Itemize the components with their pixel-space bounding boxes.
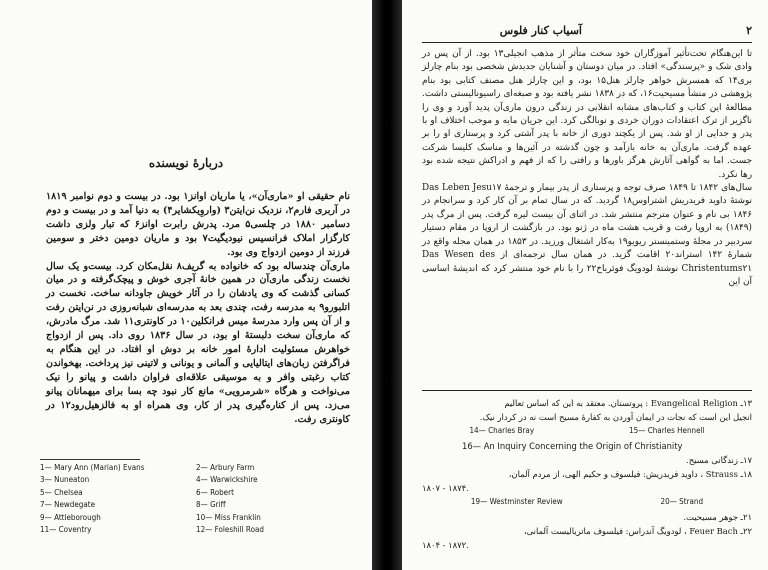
chapter-heading: دربارهٔ نویسنده [148, 156, 224, 170]
footnote-row: ۱۸۰۴ - ۱۸۷۲. [422, 540, 469, 551]
footnote: 6— Robert [196, 487, 234, 497]
footnote-row: انجیل این است که نجات در ایمان آوردن به کفارهٔ مسیح است نه در کردار نیک. [479, 412, 752, 423]
footnote-row: ۱۸ـ Strauss ، داوید فریدریش: فیلسوف و حکیم الهی، از مردم آلمان، [508, 469, 752, 480]
footnote-row: ۱۸۰۷ - ۱۸۷۴. [422, 483, 469, 494]
right-body-text [422, 48, 752, 289]
footnote: 12— Foleshill Road [196, 525, 264, 535]
footnote: 3— Nuneaton [40, 475, 90, 485]
footnote-row [422, 424, 752, 438]
footnote: 19— Westminster Review [470, 497, 563, 507]
footnote-row: ۲۲ـ Feuer Bach ، لودویگ آندراس: فیلسوف ماتریالیست آلمانی، [523, 525, 752, 536]
footnotes-column-2 [196, 462, 356, 536]
footnote: 14— Charles Bray [469, 426, 535, 436]
paragraph: سال‌های ۱۸۴۲ تا ۱۸۴۹ صرف توجه و پرستاری از پدر بیمار و ترجمهٔ Das Leben Jesu۱۷ نوشتهٔ داوید فریدریش اشتراوس۱۸ گردید. که در سال تمام بر آن کار کرد و سرانجام در ۱۸۴۶ بی نام و عنوان مترجم منتشر شد. در اثنای آن بیست لیره گرفت. پس از مرگ پدر (۱۸۴۹) به اروپا رفت و قریب هشت ماه در ژنو بود. در بازگشت از اروپا در مقام دستیار سردبیر در مجلهٔ وستمینستر ریویو۱۹ به‌کار اشتغال ورزید. در ۱۸۵۳ در همان مجله واقع در شمارهٔ ۱۴۲ استراند۲۰ اقامت گزید. در همان سال ترجمه‌ای از Das Wesen des Christentums۲۱ نوشتهٔ لودویگ فوئرباخ۲۲ را با نام خود منتشر کرد که اندیشهٔ اساسی آن این [422, 183, 753, 287]
footnote: 15— Charles Hennell [629, 426, 705, 436]
footnote: 4— Warwickshire [196, 475, 258, 485]
footnote-row: ۱۳ـ Evangelical Religion : پروتستان. معتقد به این که اساس تعالیم [504, 398, 752, 408]
footnote-divider [422, 390, 752, 391]
left-body-text [46, 190, 350, 426]
page-number: ۲ [746, 24, 752, 37]
paragraph: ماری‌آن چندساله بود که خانواده به گریف۸ نقل‌مکان کرد. بیست‌و یک سال نخست زندگی ماری‌آن در همین خانهٔ آجری خوش و پیچک‌گرفته و در میان کسانی گذشت که وی یادشان را در آثار خویش جاودانه ساخت. نخست در اتلبورو۹ به مدرسه رفت، چندی بعد به مدرسه‌ای شبانه‌روزی در نن‌ایتن رفت و از آن پس وارد مدرسهٔ میس فرانکلین۱۰ در کاونتری۱۱ شد. مرگ مادرش، که ماری‌آن سخت دلبستهٔ او بود، در سال ۱۸۳۶ روی داد. پس از ازدواج خواهرش مسئولیت ادارهٔ امور خانه بر دوش او افتاد. در این هنگام به فراگرفتن زبان‌های ایتالیایی و آلمانی و یونانی و لاتینی نیز پرداخت. بهخواندن کتاب رغبتی وافر و به موسیقی علاقه‌ای فراوان داشت و پیانو را نیک می‌نواخت و هرگاه «شرمرویی» مانع کار نبود چه بسا برای میهمانان پیانو می‌زد. پس از کناره‌گیری پدر از کار، وی همراه او به فالزهیل‌رود۱۲ در کاونتری رفت. [46, 260, 350, 425]
footnotes-column-1 [40, 462, 200, 536]
right-page [402, 0, 768, 570]
footnote: 7— Newdegate [40, 500, 95, 510]
footnote-row: ۲۱ـ جوهر مسیحیت. [683, 511, 752, 522]
footnote: 10— Miss Franklin [196, 512, 261, 522]
footnote-row: 16— An Inquiry Concerning the Origin of Christianity [462, 440, 683, 451]
footnote: 1— Mary Ann (Marian) Evans [40, 463, 145, 472]
footnote: 11— Coventry [40, 525, 92, 535]
paragraph: تا این‌هنگام تحت‌تأثیر آموزگاران خود سخت متأثر از مذهب انجیلی۱۳ بود. از آن پس در وادی شک و «پرسندگی» افتاد. در میان دوستان و آشنایان جدیدش شخصی بود بنام چارلز بری۱۴ که همسرش خواهر چارلز هنل۱۵ بود، و این چارلز هنل مصنف کتابی بود بنام پژوهشی در منشأ مسیحیت۱۶، که در ۱۸۳۸ نشر یافته بود و صبغه‌ای راسیونالیستی داشت. مطالعهٔ این کتاب و کتاب‌های مشابه انقلابی در زندگی درون ماری‌آن پدید آورد و وی را ناگزیر از ترک اعتقادات دوران خردی و نوبالگی کرد. این جریان مایه و موجب اختلاف او با پدر و جدایی از او شد. پس از یکچند دوری از خانه با پدر آشتی کرد و پرستاری او را بر عهده گرفت. ماری‌آن به خانه بازآمد و چون گذشته در آئین‌ها و مناسک کلیسا شرکت جست. اما به گواهی آثارش هرگز باورها و رافتی را که از فهم و ادراکش نتیجه شده بود رها نکرد. [422, 49, 753, 180]
left-page [0, 0, 372, 570]
footnote: 9— Attleborough [40, 512, 101, 522]
footnote-divider [40, 459, 140, 460]
book-gutter [372, 0, 402, 570]
right-footnotes [422, 396, 752, 552]
footnote-row: ۱۷ـ زندگانی مسیح. [686, 454, 752, 465]
footnote: 2— Arbury Farm [196, 463, 255, 472]
running-title: آسیاب کنار فلوس [499, 24, 582, 37]
footnote: 20— Strand [660, 497, 704, 507]
footnote-row [422, 495, 752, 509]
footnote: 5— Chelsea [40, 487, 83, 497]
footnote: 8— Griff [196, 500, 226, 510]
running-header [422, 20, 752, 43]
paragraph: نام حقیقی او «ماری‌آن»، یا ماریان اوانز۱ بود. در بیست و دوم نوامبر ۱۸۱۹ در آربری فارم۲، نزدیک نن‌ایتن۳ (واروِیکشایر۴) به دنیا آمد و در بیست و دوم دسامبر ۱۸۸۰ در چلسی۵ مرد. پدرش رابرت اوانز۶ که تبار ولزی داشت کارگزار املاک فرانسیس نیودیگیت۷ بود و ماریان دومین دختر و سومین فرزند از دومین ازدواج وی بود. [46, 191, 351, 258]
